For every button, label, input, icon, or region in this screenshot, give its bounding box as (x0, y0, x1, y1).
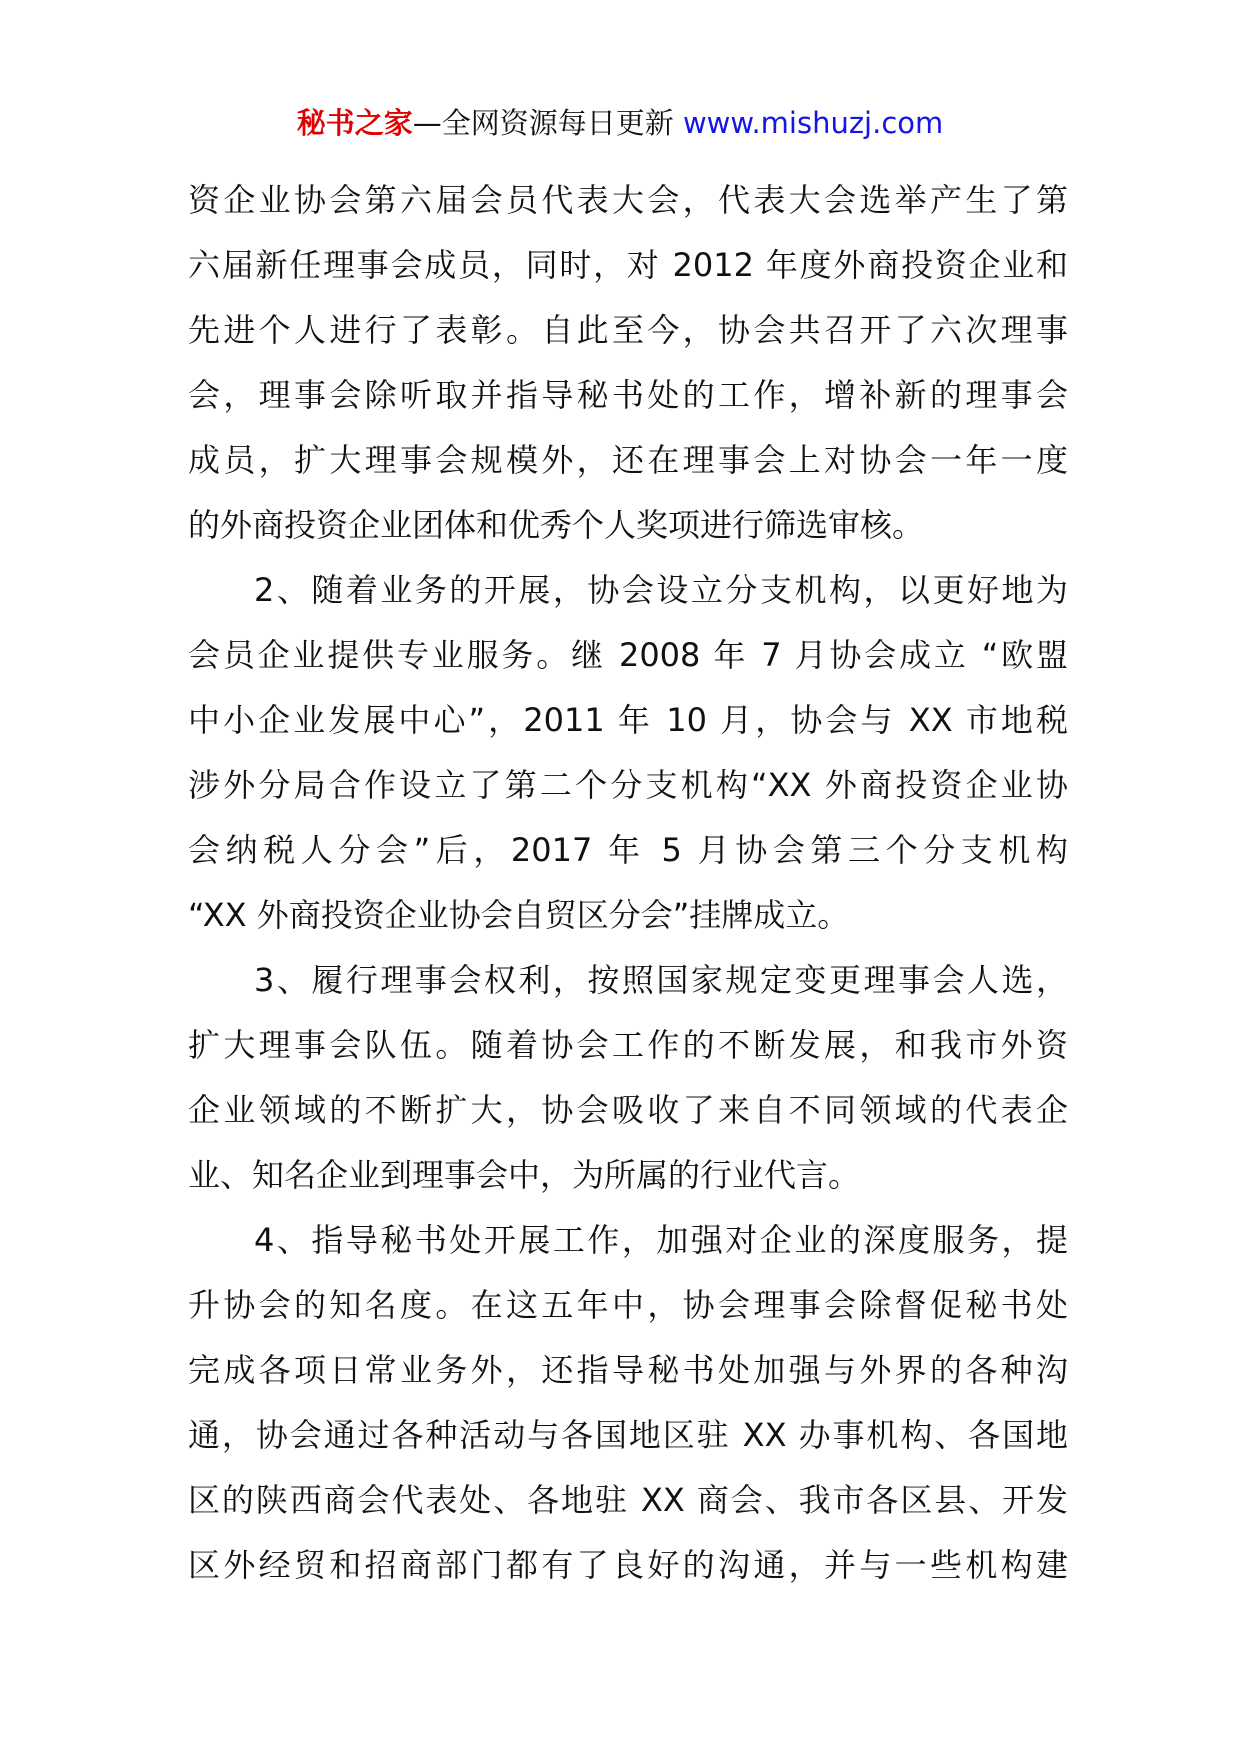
page-header (0, 101, 1240, 145)
paragraph-2-first-line: 2、随着业务的开展，协会设立分支机构，以更好地为 (254, 571, 1068, 609)
text-line: 先进个人进行了表彰。自此至今，协会共召开了六次理事 (188, 311, 1068, 349)
text-line: 通，协会通过各种活动与各国地区驻 XX 办事机构、各国地 (188, 1416, 1068, 1454)
text-line: 业、知名企业到理事会中，为所属的行业代言。 (188, 1156, 861, 1194)
document-body (188, 168, 1068, 1598)
text-line: 区的陕西商会代表处、各地驻 XX 商会、我市各区县、开发 (188, 1481, 1068, 1519)
text-line: 区外经贸和招商部门都有了良好的沟通，并与一些机构建 (188, 1546, 1068, 1584)
text-line: 升协会的知名度。在这五年中，协会理事会除督促秘书处 (188, 1286, 1068, 1324)
text-line: 企业领域的不断扩大，协会吸收了来自不同领域的代表企 (188, 1091, 1068, 1129)
text-line: 扩大理事会队伍。随着协会工作的不断发展，和我市外资 (188, 1026, 1068, 1064)
header-url-link[interactable]: www.mishuzj.com (682, 106, 944, 140)
text-line: 六届新任理事会成员，同时，对 2012 年度外商投资企业和 (188, 246, 1068, 284)
header-brand: 秘书之家 (296, 106, 413, 140)
text-line: “XX 外商投资企业协会自贸区分会”挂牌成立。 (188, 896, 850, 934)
text-line: 的外商投资企业团体和优秀个人奖项进行筛选审核。 (188, 506, 925, 544)
text-line: 会，理事会除听取并指导秘书处的工作，增补新的理事会 (188, 376, 1068, 414)
text-line: 会纳税人分会”后，2017 年 5 月协会第三个分支机构 (188, 831, 1068, 869)
text-line: 成员，扩大理事会规模外，还在理事会上对协会一年一度 (188, 441, 1068, 479)
text-line: 完成各项日常业务外，还指导秘书处加强与外界的各种沟 (188, 1351, 1068, 1389)
text-line: 中小企业发展中心”，2011 年 10 月，协会与 XX 市地税 (188, 701, 1068, 739)
header-tagline: —全网资源每日更新 (412, 106, 683, 140)
text-line: 会员企业提供专业服务。继 2008 年 7 月协会成立 “欧盟 (188, 636, 1068, 674)
text-line: 资企业协会第六届会员代表大会，代表大会选举产生了第 (188, 181, 1068, 219)
paragraph-4-first-line: 4、指导秘书处开展工作，加强对企业的深度服务，提 (254, 1221, 1068, 1259)
text-line: 涉外分局合作设立了第二个分支机构“XX 外商投资企业协 (188, 766, 1068, 804)
paragraph-3-first-line: 3、履行理事会权利，按照国家规定变更理事会人选， (254, 961, 1068, 999)
